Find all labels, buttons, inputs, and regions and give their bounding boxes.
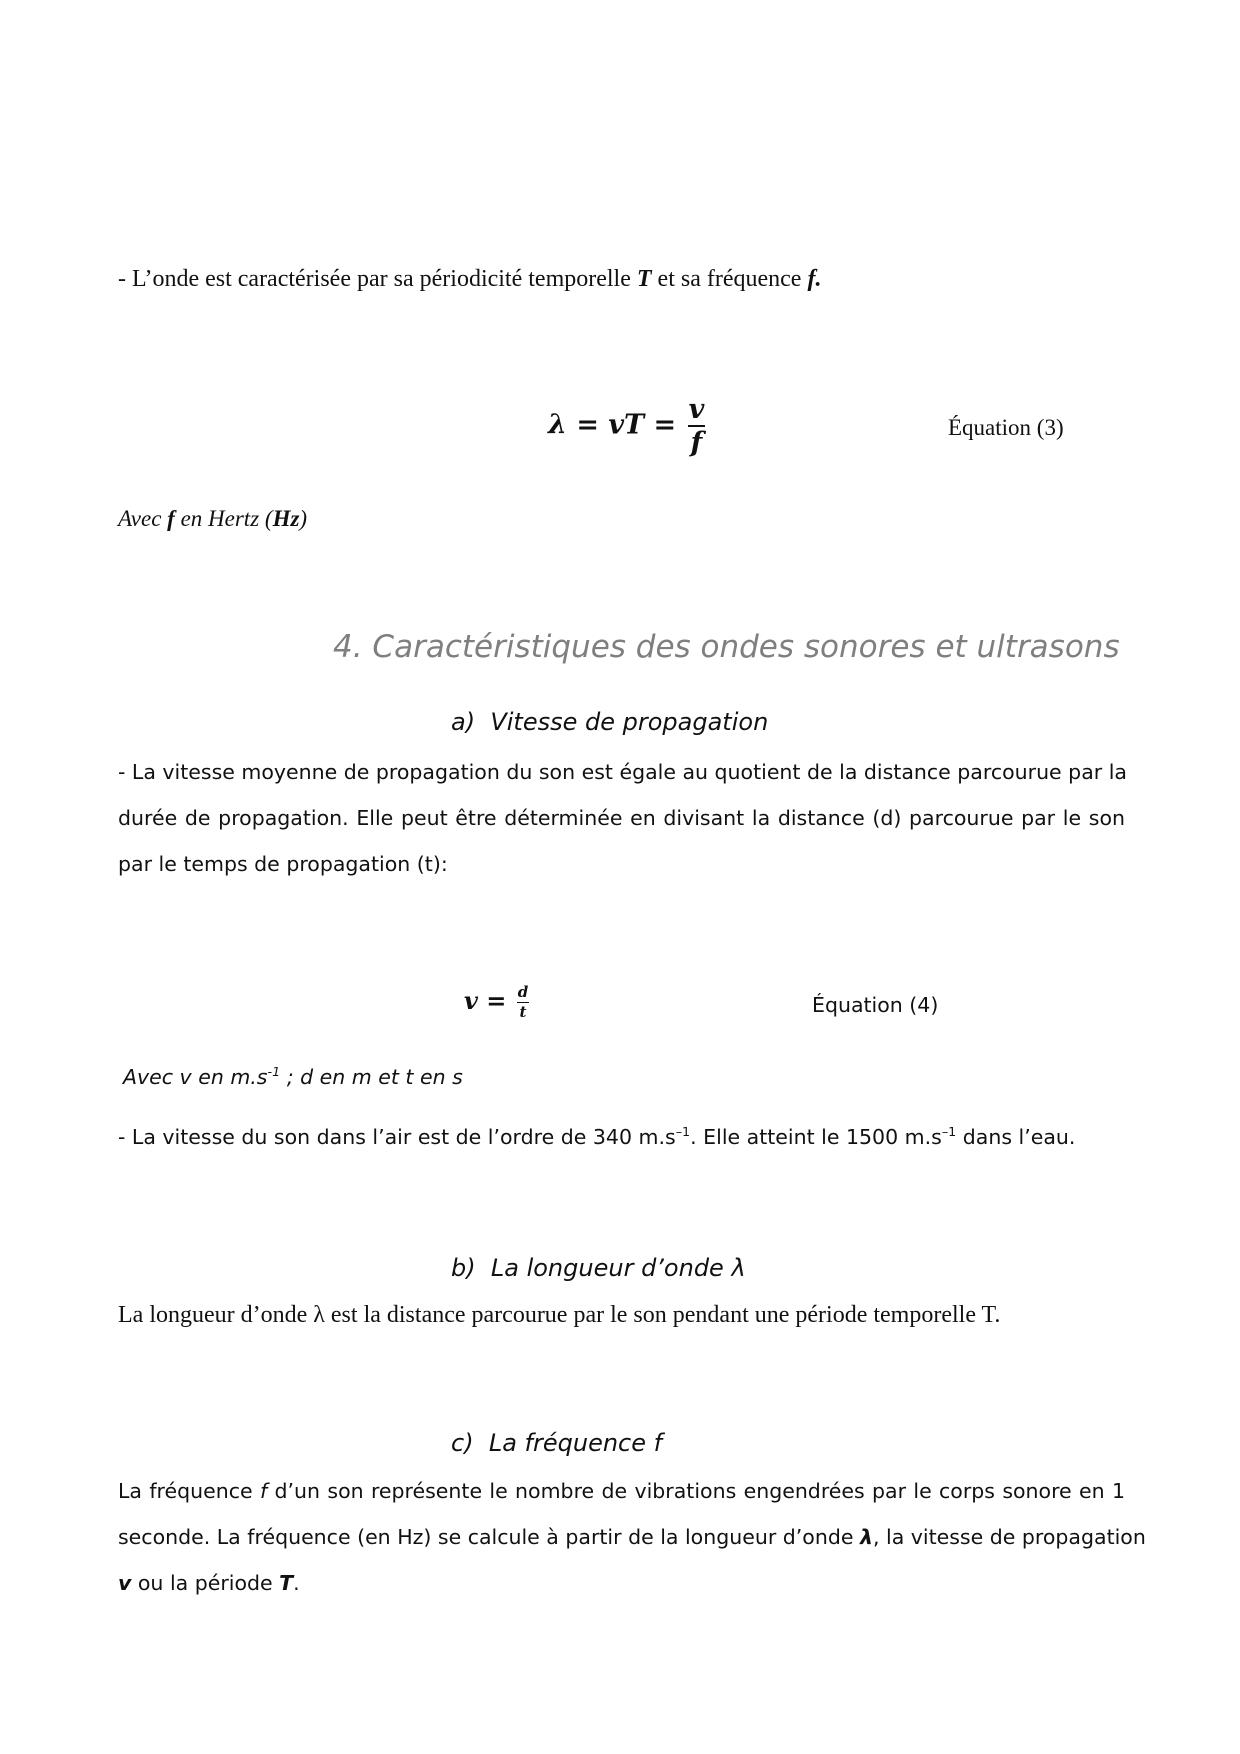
speed-line-part-2: . Elle atteint le 1500 m.s	[690, 1125, 942, 1149]
paragraph-c-text-1: La fréquence	[118, 1479, 260, 1503]
paragraph-b: La longueur d’onde λ est la distance parcourue par le son pendant une période temporelle T.	[118, 1302, 1001, 1328]
speed-line-part-1: - La vitesse du son dans l’air est de l’ordre de 340 m.s	[118, 1125, 676, 1149]
speed-line-exp-1: –1	[675, 1124, 691, 1140]
equation-3-fraction	[686, 396, 708, 456]
intro-line	[118, 266, 821, 293]
equation-3-label: Équation (3)	[948, 415, 1064, 440]
intro-T: T	[636, 266, 652, 292]
paragraph-a-line-3: par le temps de propagation (t):	[118, 852, 448, 876]
equation-4-lhs: v =	[464, 986, 515, 1015]
avec-hz-en-hertz: en Hertz (	[174, 506, 273, 531]
equation-3	[548, 396, 707, 456]
subsection-a-title: Vitesse de propagation	[490, 708, 769, 736]
subsection-b-title: La longueur d’onde λ	[490, 1254, 746, 1282]
section-4-heading: 4. Caractéristiques des ondes sonores et ultrasons	[333, 629, 1120, 665]
paragraph-c-line-1	[118, 1479, 1125, 1503]
equation-3-lhs: λ = vT =	[548, 409, 686, 441]
avec-units-prefix: Avec v en m.s	[123, 1065, 268, 1089]
paragraph-c-text-6: .	[293, 1571, 300, 1595]
intro-text-1: L’onde est caractérisée par sa périodicité temporelle	[132, 266, 637, 292]
paragraph-a-line-1: - La vitesse moyenne de propagation du son est égale au quotient de la distance parcourue par la	[118, 760, 1127, 784]
equation-4-denominator: t	[517, 1002, 530, 1020]
avec-units-suffix: ; d en m et t en s	[280, 1065, 463, 1089]
avec-hz-unit: Hz	[272, 506, 300, 531]
equation-3-numerator: v	[688, 394, 705, 425]
avec-hz-line	[118, 506, 307, 532]
speed-line-exp-2: –1	[941, 1124, 957, 1140]
intro-f: f.	[807, 266, 822, 292]
avec-hz-f: f	[167, 506, 175, 531]
subsection-a-heading	[451, 708, 768, 736]
equation-4	[464, 985, 531, 1020]
intro-dash: -	[118, 266, 132, 292]
paragraph-c-text-4: , la vitesse de propagation	[872, 1525, 1146, 1549]
paragraph-c-text-3: seconde. La fréquence (en Hz) se calcule à partir de la longueur d’onde	[118, 1525, 860, 1549]
paragraph-c-T: T	[279, 1571, 294, 1595]
subsection-c-heading	[451, 1429, 662, 1457]
avec-hz-avec: Avec	[118, 506, 168, 531]
paragraph-c-line-2	[118, 1525, 1146, 1549]
subsection-c-title: La fréquence f	[488, 1429, 663, 1457]
subsection-c-label: c)	[451, 1429, 474, 1457]
paragraph-c-lambda: λ	[859, 1525, 873, 1549]
paragraph-c-text-5: ou la période	[131, 1571, 280, 1595]
subsection-b-label: b)	[451, 1254, 476, 1282]
speed-line	[118, 1125, 1075, 1149]
paragraph-c-line-3	[118, 1571, 300, 1595]
equation-3-denominator: f	[688, 425, 706, 456]
equation-4-label: Équation (4)	[812, 993, 939, 1017]
avec-hz-close: )	[299, 506, 308, 531]
avec-units-line	[123, 1065, 463, 1089]
subsection-a-label: a)	[451, 708, 476, 736]
paragraph-a-line-2: durée de propagation. Elle peut être déterminée en divisant la distance (d) parcourue par le son	[118, 806, 1125, 830]
intro-text-2: et sa fréquence	[651, 266, 808, 292]
equation-4-numerator: d	[517, 983, 529, 1001]
paragraph-c-v: v	[118, 1571, 132, 1595]
paragraph-c-f: f	[259, 1479, 268, 1503]
equation-4-fraction	[515, 985, 532, 1020]
subsection-b-heading	[451, 1254, 746, 1282]
paragraph-c-text-2: d’un son représente le nombre de vibrations engendrées par le corps sonore en 1	[267, 1479, 1125, 1503]
avec-units-exponent: -1	[267, 1064, 281, 1080]
speed-line-part-3: dans l’eau.	[956, 1125, 1076, 1149]
